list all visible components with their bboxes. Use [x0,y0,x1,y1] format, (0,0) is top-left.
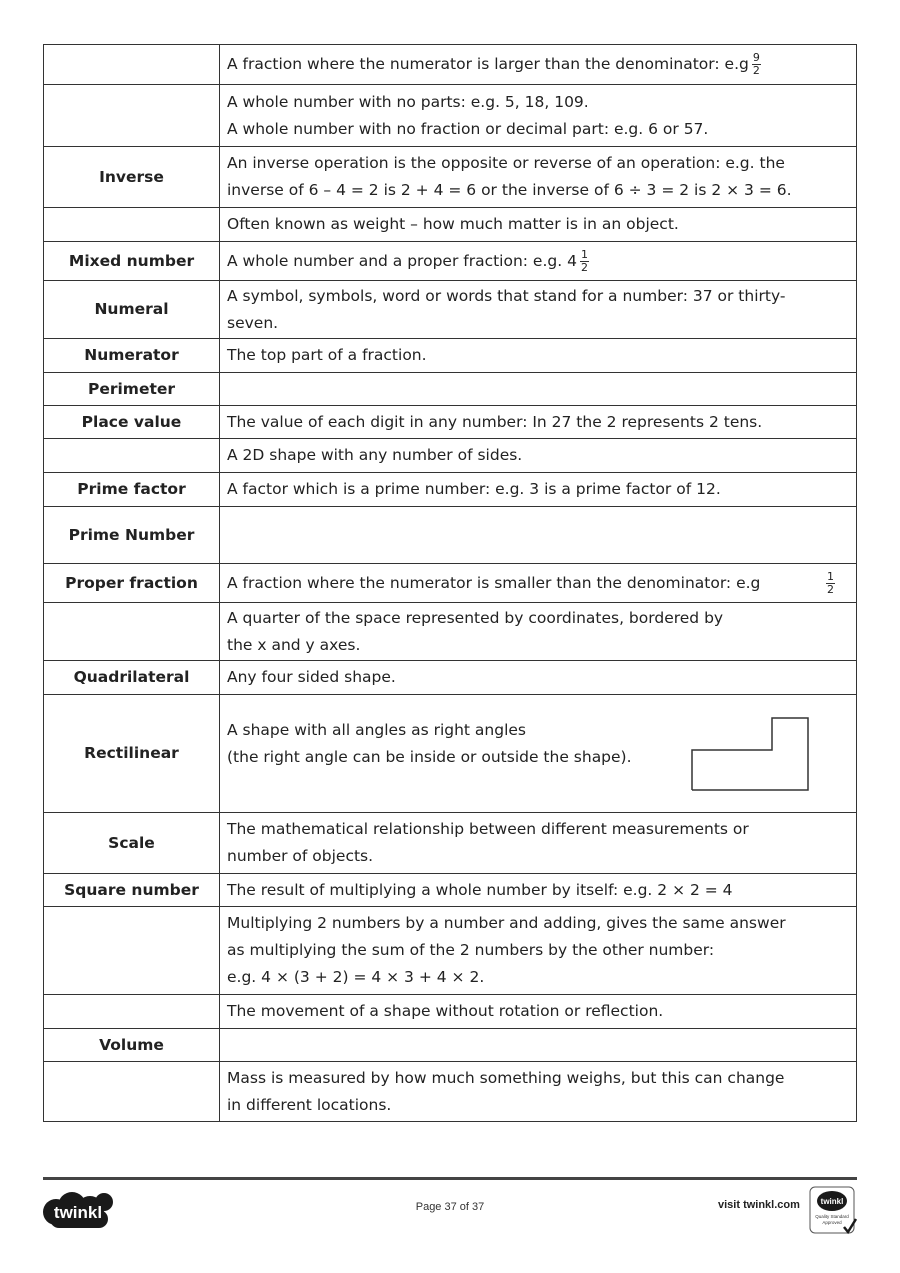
definition-cell [220,813,857,874]
table-row [44,339,857,373]
definition-line: seven. [227,313,279,332]
definition-line: Multiplying 2 numbers by a number and adding, gives the same answer [227,914,786,932]
term-cell: Mixed number [44,242,220,281]
table-row [44,907,857,995]
definition-cell [220,242,857,281]
definition-line: Mass is measured by how much something weighs, but this can change [227,1068,785,1087]
table-row [44,1029,857,1062]
table-row [44,439,857,473]
term-cell: Numeral [44,281,220,339]
table-row [44,45,857,85]
definition-cell [220,1029,857,1062]
term-cell: Square number [44,874,220,907]
term-cell [44,439,220,473]
table-row [44,874,857,907]
definition-cell: A factor which is a prime number: e.g. 3 is a prime factor of 12. [220,473,857,507]
definition-cell [220,45,857,85]
definition-cell: Often known as weight – how much matter is in an object. [220,208,857,242]
logo-text: twinkl [53,1203,103,1222]
definition-cell [220,1062,857,1122]
definition-cell: The value of each digit in any number: In 27 the 2 represents 2 tens. [220,406,857,439]
term-cell [44,1062,220,1122]
table-row [44,147,857,208]
definition-text: A whole number and a proper fraction: e.g. 4 [227,251,577,270]
definition-cell [220,281,857,339]
definition-cell [220,695,857,813]
rectilinear-shape-icon [691,717,809,791]
fraction-denominator: 2 [827,582,834,596]
fraction-denominator: 2 [580,260,588,274]
definition-cell: The result of multiplying a whole number by itself: e.g. 2 × 2 = 4 [220,874,857,907]
fraction [752,52,761,77]
term-cell: Inverse [44,147,220,208]
table-row [44,1062,857,1122]
definition-cell: The top part of a fraction. [220,339,857,373]
footer-divider [43,1177,857,1180]
term-cell [44,603,220,661]
definition-text: A fraction where the numerator is larger than the denominator: e.g [227,55,749,73]
term-cell [44,208,220,242]
table-row [44,281,857,339]
definition-line: The mathematical relationship between different measurements or [227,820,749,838]
term-cell: Quadrilateral [44,661,220,695]
definition-text: A fraction where the numerator is smaller than the denominator: e.g [227,573,761,592]
table-row [44,373,857,406]
term-cell: Prime Number [44,507,220,564]
table-row [44,813,857,874]
badge-title: twinkl [820,1197,844,1206]
definition-line: number of objects. [227,847,374,865]
table-row [44,564,857,603]
table-row [44,85,857,147]
table-row [44,473,857,507]
definition-cell [220,85,857,147]
table-row [44,603,857,661]
definition-cell [220,147,857,208]
definition-cell [220,907,857,995]
definition-line: A shape with all angles as right angles [227,720,527,739]
fraction [826,571,835,596]
fraction-numerator: 1 [580,247,588,261]
term-cell: Scale [44,813,220,874]
term-cell: Numerator [44,339,220,373]
term-cell [44,907,220,995]
term-cell: Rectilinear [44,695,220,813]
definition-line: A whole number with no parts: e.g. 5, 18, 109. [227,92,589,111]
table-row [44,406,857,439]
badge-line: Approved [822,1220,842,1225]
glossary-table [43,44,857,1122]
definition-cell [220,373,857,406]
definition-line: inverse of 6 – 4 = 2 is 2 + 4 = 6 or the inverse of 6 ÷ 3 = 2 is 2 × 3 = 6. [227,181,792,199]
term-cell [44,45,220,85]
definition-cell: The movement of a shape without rotation or reflection. [220,995,857,1029]
definition-line: the x and y axes. [227,635,361,654]
definition-line: e.g. 4 × (3 + 2) = 4 × 3 + 4 × 2. [227,968,485,986]
term-cell [44,995,220,1029]
definition-line: as multiplying the sum of the 2 numbers by the other number: [227,941,715,959]
term-cell: Place value [44,406,220,439]
term-cell: Prime factor [44,473,220,507]
term-cell: Volume [44,1029,220,1062]
table-row [44,661,857,695]
definition-line: A quarter of the space represented by coordinates, bordered by [227,608,724,627]
definition-cell [220,564,857,603]
fraction-numerator: 1 [827,569,834,583]
visit-link[interactable]: visit twinkl.com [718,1199,800,1211]
term-cell: Perimeter [44,373,220,406]
definition-line: (the right angle can be inside or outside the shape). [227,747,632,766]
quality-badge-icon [808,1185,858,1235]
fraction-numerator: 9 [752,51,760,64]
definition-line: A whole number with no fraction or decimal part: e.g. 6 or 57. [227,119,709,138]
table-row [44,208,857,242]
definition-cell [220,603,857,661]
table-row [44,695,857,813]
definition-line: An inverse operation is the opposite or reverse of an operation: e.g. the [227,154,785,172]
term-cell: Proper fraction [44,564,220,603]
definition-cell [220,507,857,564]
definition-line: A symbol, symbols, word or words that stand for a number: 37 or thirty- [227,286,786,305]
fraction-denominator: 2 [752,64,760,77]
definition-cell: Any four sided shape. [220,661,857,695]
term-cell [44,85,220,147]
table-row [44,242,857,281]
page-number: Page 37 of 37 [415,1201,485,1213]
table-row [44,507,857,564]
table-row [44,995,857,1029]
definition-cell: A 2D shape with any number of sides. [220,439,857,473]
definition-line: in different locations. [227,1095,392,1114]
fraction [580,249,589,274]
badge-line: Quality Standard [815,1214,849,1219]
